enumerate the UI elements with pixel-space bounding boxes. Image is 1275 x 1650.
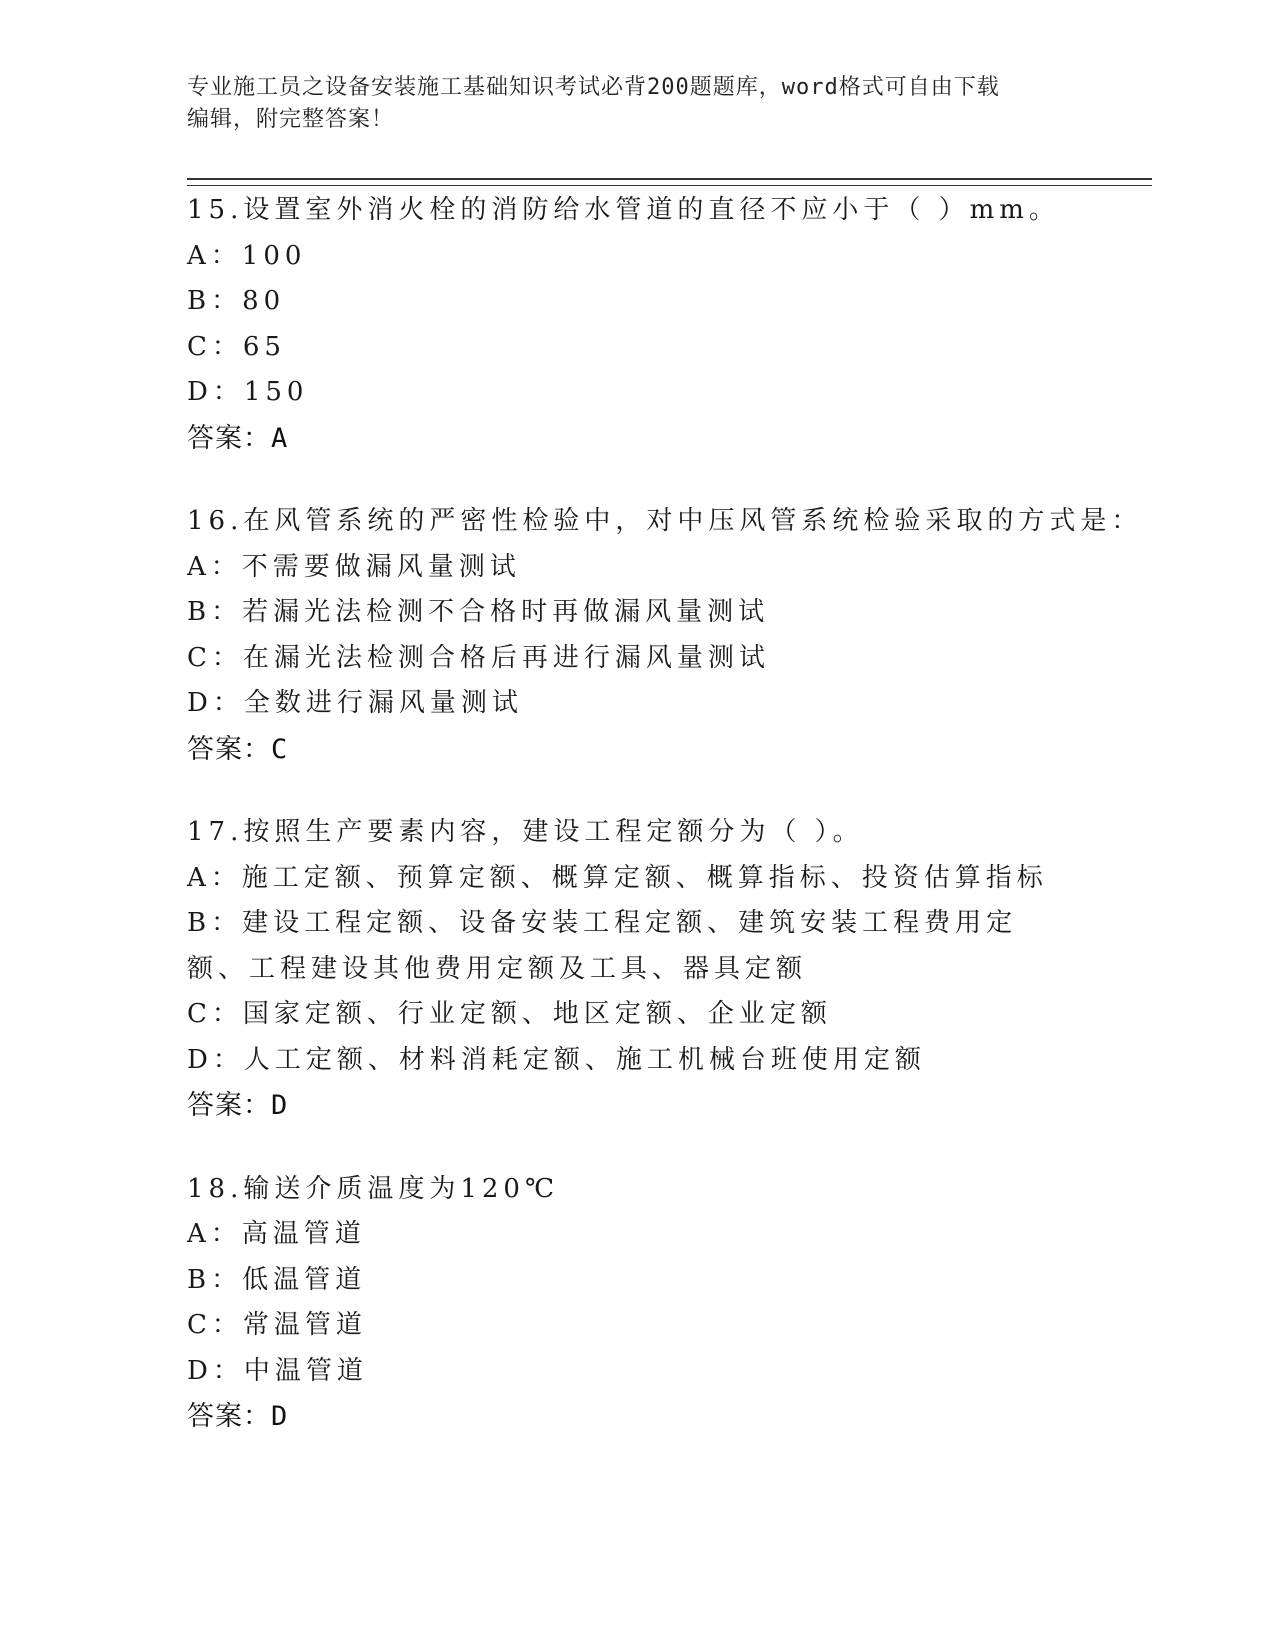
option-b: B：80 bbox=[187, 286, 286, 316]
question-list bbox=[187, 188, 1143, 1478]
question-18 bbox=[187, 1167, 1087, 1440]
question-stem: 18.输送介质温度为120℃ bbox=[187, 1173, 560, 1204]
option-c: C：在漏光法检测合格后再进行漏风量测试 bbox=[187, 642, 770, 673]
header-title-line-1: 专业施工员之设备安装施工基础知识考试必背200题题库，word格式可自由下载 bbox=[187, 75, 1000, 100]
question-stem: 17.按照生产要素内容，建设工程定额分为（ ）。 bbox=[187, 817, 864, 847]
option-d: D：全数进行漏风量测试 bbox=[187, 688, 523, 718]
answer-line: 答案：A bbox=[187, 422, 289, 454]
header-divider bbox=[187, 178, 1152, 186]
option-d: D：人工定额、材料消耗定额、施工机械台班使用定额 bbox=[187, 1044, 926, 1075]
document-header bbox=[187, 72, 1067, 136]
option-a: A：施工定额、预算定额、概算定额、概算指标、投资估算指标 bbox=[187, 862, 1048, 893]
option-a: A：100 bbox=[187, 240, 307, 271]
option-c: C：国家定额、行业定额、地区定额、企业定额 bbox=[187, 999, 832, 1029]
answer-line: 答案：D bbox=[187, 1090, 289, 1121]
question-stem: 15.设置室外消火栓的消防给水管道的直径不应小于（ ）mm。 bbox=[187, 195, 1060, 225]
option-b: B：若漏光法检测不合格时再做漏风量测试 bbox=[187, 597, 770, 627]
option-c: C：常温管道 bbox=[187, 1310, 367, 1340]
option-b: B：建设工程定额、设备安装工程定额、建筑安装工程费用定额、工程建设其他费用定额及工具、器具定额 bbox=[187, 908, 1018, 984]
question-15 bbox=[187, 188, 1087, 461]
option-d: D：150 bbox=[187, 377, 309, 407]
question-17 bbox=[187, 810, 1087, 1129]
option-a: A：高温管道 bbox=[187, 1219, 366, 1249]
option-c: C：65 bbox=[187, 331, 286, 362]
option-d: D：中温管道 bbox=[187, 1355, 368, 1386]
option-a: A：不需要做漏风量测试 bbox=[187, 551, 521, 582]
question-16 bbox=[187, 499, 1143, 772]
header-title-line-2: 编辑，附完整答案！ bbox=[187, 107, 395, 132]
option-b: B：低温管道 bbox=[187, 1264, 367, 1295]
question-stem: 16.在风管系统的严密性检验中，对中压风管系统检验采取的方式是： bbox=[187, 506, 1143, 536]
answer-line: 答案：C bbox=[187, 733, 289, 765]
answer-line: 答案：D bbox=[187, 1401, 289, 1432]
